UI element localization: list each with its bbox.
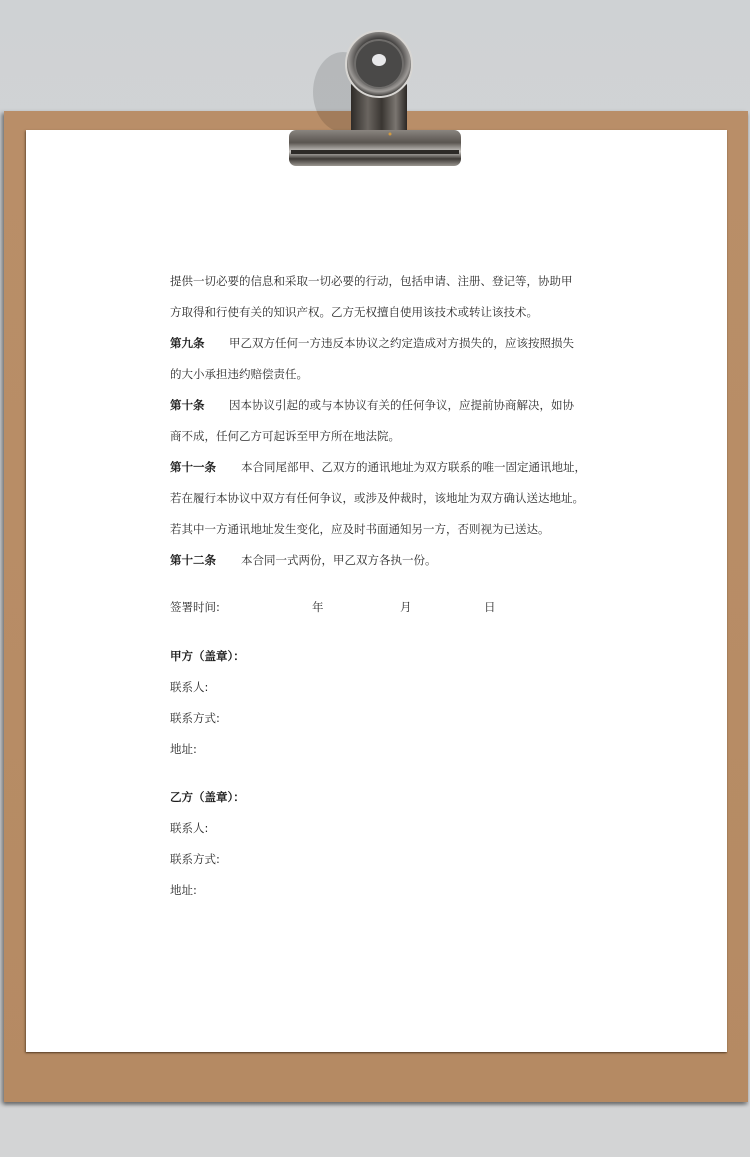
party-b-phone: 联系方式: — [170, 852, 220, 866]
party-a-phone: 联系方式: — [170, 711, 220, 725]
text-line: 因本协议引起的或与本协议有关的任何争议，应提前协商解决，如协 — [229, 398, 574, 412]
signing-date-row — [170, 592, 570, 623]
text-line: 方取得和行使有关的知识产权。乙方无权擅自使用该技术或转让该技术。 — [170, 305, 538, 319]
party-a-contact: 联系人: — [170, 680, 209, 694]
text-line: 若其中一方通讯地址发生变化，应及时书面通知另一方，否则视为已送达。 — [170, 522, 550, 536]
text-line: 若在履行本协议中双方有任何争议，或涉及仲裁时，该地址为双方确认送达地址。 — [170, 491, 584, 505]
article-label: 第十一条 — [170, 460, 216, 474]
text-line: 提供一切必要的信息和采取一切必要的行动，包括申请、注册、登记等，协助甲 — [170, 274, 573, 288]
text-line: 本合同尾部甲、乙双方的通讯地址为双方联系的唯一固定通讯地址， — [241, 460, 586, 474]
binder-clip-icon — [283, 22, 465, 172]
party-a-address: 地址: — [170, 742, 197, 756]
party-b-contact: 联系人: — [170, 821, 209, 835]
article-12 — [170, 545, 590, 576]
article-11 — [170, 452, 590, 545]
day-label: 日 — [484, 600, 496, 614]
text-line: 甲乙双方任何一方违反本协议之约定造成对方损失的，应该按照损失 — [229, 336, 574, 350]
text-line: 的大小承担违约赔偿责任。 — [170, 367, 308, 381]
year-label: 年 — [312, 600, 324, 614]
text-line: 本合同一式两份，甲乙双方各执一份。 — [241, 553, 437, 567]
text-line: 商不成，任何乙方可起诉至甲方所在地法院。 — [170, 429, 400, 443]
party-b-block — [170, 782, 245, 906]
party-a-block — [170, 641, 245, 765]
month-label: 月 — [400, 600, 412, 614]
article-label: 第九条 — [170, 336, 205, 350]
clause-continuation — [170, 266, 590, 328]
article-10 — [170, 390, 590, 452]
party-b-title: 乙方（盖章）： — [170, 790, 245, 804]
signing-label: 签署时间: — [170, 600, 220, 614]
article-label: 第十条 — [170, 398, 205, 412]
party-a-title: 甲方（盖章）： — [170, 649, 245, 663]
article-9 — [170, 328, 590, 390]
party-b-address: 地址: — [170, 883, 197, 897]
article-label: 第十二条 — [170, 553, 216, 567]
